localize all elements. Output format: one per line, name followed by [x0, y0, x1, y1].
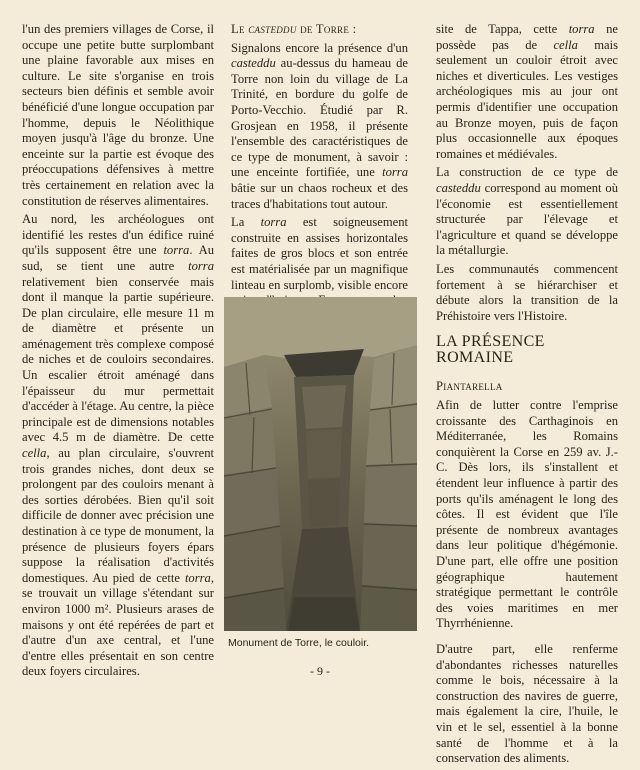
paragraph: l'un des premiers villages de Corse, il occupe une petite butte surplombant une plaine favorable aux mises en culture. Le site s'organise en trois secteurs bien définis et semble avoir bénéficié d'une longue occupation par l'homme, depuis le Néolithique moyen jusqu'à l'âge du bronze. Une enceinte sur la partie est évoque des préoccupations défensives à mettre très certainement en relation avec la constitution de réserves alimentaires. — [22, 22, 214, 208]
paragraph: La construction de ce type de casteddu correspond au moment où l'économie est essentiellement structurée par l'élevage et l'agriculture et quand se développe la métallurgie. — [436, 165, 618, 258]
paragraph: Au nord, les archéologues ont identifié les restes d'un édifice ruiné qu'ils supposent être une torra. Au sud, se tient une autre torra relativement bien conservée mais dont il manque la partie supérieure. De plan circulaire, elle mesure 11 m de diamètre et présente un aménagement très complexe composé de niches et de couloirs secondaires. Un escalier étroit aménagé dans l'épaisseur du mur permettait d'accéder à l'étage. Au centre, la pièce principale est de dimensions notables avec 4.5 m de diamètre. De cette cella, au plan circulaire, s'ouvrent trois grandes niches, dont deux se prolongent par des couloirs menant à des sorties dérobées. Bien qu'il soit difficile de donner avec précision une destination à ce type de monument, la présence de plusieurs foyers épars suppose la réalisation d'activités domestiques. Au pied de cette torra, se trouvait un village s'étendant sur environ 1000 m². Plusieurs arases de maisons y ont été repérées de part et d'autre d'un axe central, et l'une d'entre elles présentait en son centre deux foyers circulaires. — [22, 212, 214, 679]
paragraph: Les communautés commencent fortement à se hiérarchiser et débute alors la transition de la Préhistoire vers l'Histoire. — [436, 261, 618, 323]
paragraph: site de Tappa, cette torra ne possède pas de cella mais seulement un couloir étroit avec niches et diverticules. Les vestiges archéologiques mis au jour ont permis d'identifier une occupation au Bronze moyen, puis de façon plus occasionnelle aux époques romaines et médiévales. — [436, 22, 619, 161]
page-number: - 9 - — [310, 664, 330, 678]
corridor-photo — [224, 297, 417, 631]
text-column-3 — [436, 22, 618, 770]
paragraph: D'autre part, elle renferme d'abondantes richesses naturelles comme le bois, nécessaire à la construction des navires de guerre, mais également la cire, l'huile, le vin et le sel, essentiel à la bonne santé de l'homme et à la conservation des aliments. — [436, 641, 618, 766]
subheading: Le casteddu de Torre : — [231, 22, 357, 36]
subheading: Piantarella — [436, 379, 503, 394]
text-column-1 — [22, 22, 214, 683]
paragraph: Signalons encore la présence d'un casteddu au-dessus du hameau de Torre non loin du village de La Trinité, en bordure du golfe de Porto-Vecchio. Étudié par R. Grosjean en 1958, il présente l'ensemble des caractéristiques de ce type de monument, à savoir : une enceinte fortifiée, une torra bâtie sur un chaos rocheux et des traces d'habitations tout autour. — [231, 40, 408, 211]
text-column-2 — [231, 22, 408, 327]
paragraph: La torra est soigneusement construite en assises horizontales faites de gros blocs et son entrée est matérialisée par un magnifique linteau en surplomb, visible encore — [231, 215, 408, 292]
section-title: LA PRÉSENCE ROMAINE — [436, 333, 545, 366]
stone-corridor-illustration — [224, 297, 417, 631]
photo-caption: Monument de Torre, le couloir. — [228, 637, 370, 649]
paragraph: Afin de lutter contre l'emprise croissante des Carthaginois en Méditerranée, les Romains conquièrent la Corse en 259 av. J.-C. Dès lors, ils s'installent et étendent leur influence à partir des ports qu'ils aménagent le long des côtes. Il est évident que l'île présente de nombreux avantages dans leur politique d'hégémonie. D'une part, elle offre une position géographique hautement stratégique permettant le contrôle des voies maritimes en mer Thyrrhénienne. — [436, 398, 618, 631]
